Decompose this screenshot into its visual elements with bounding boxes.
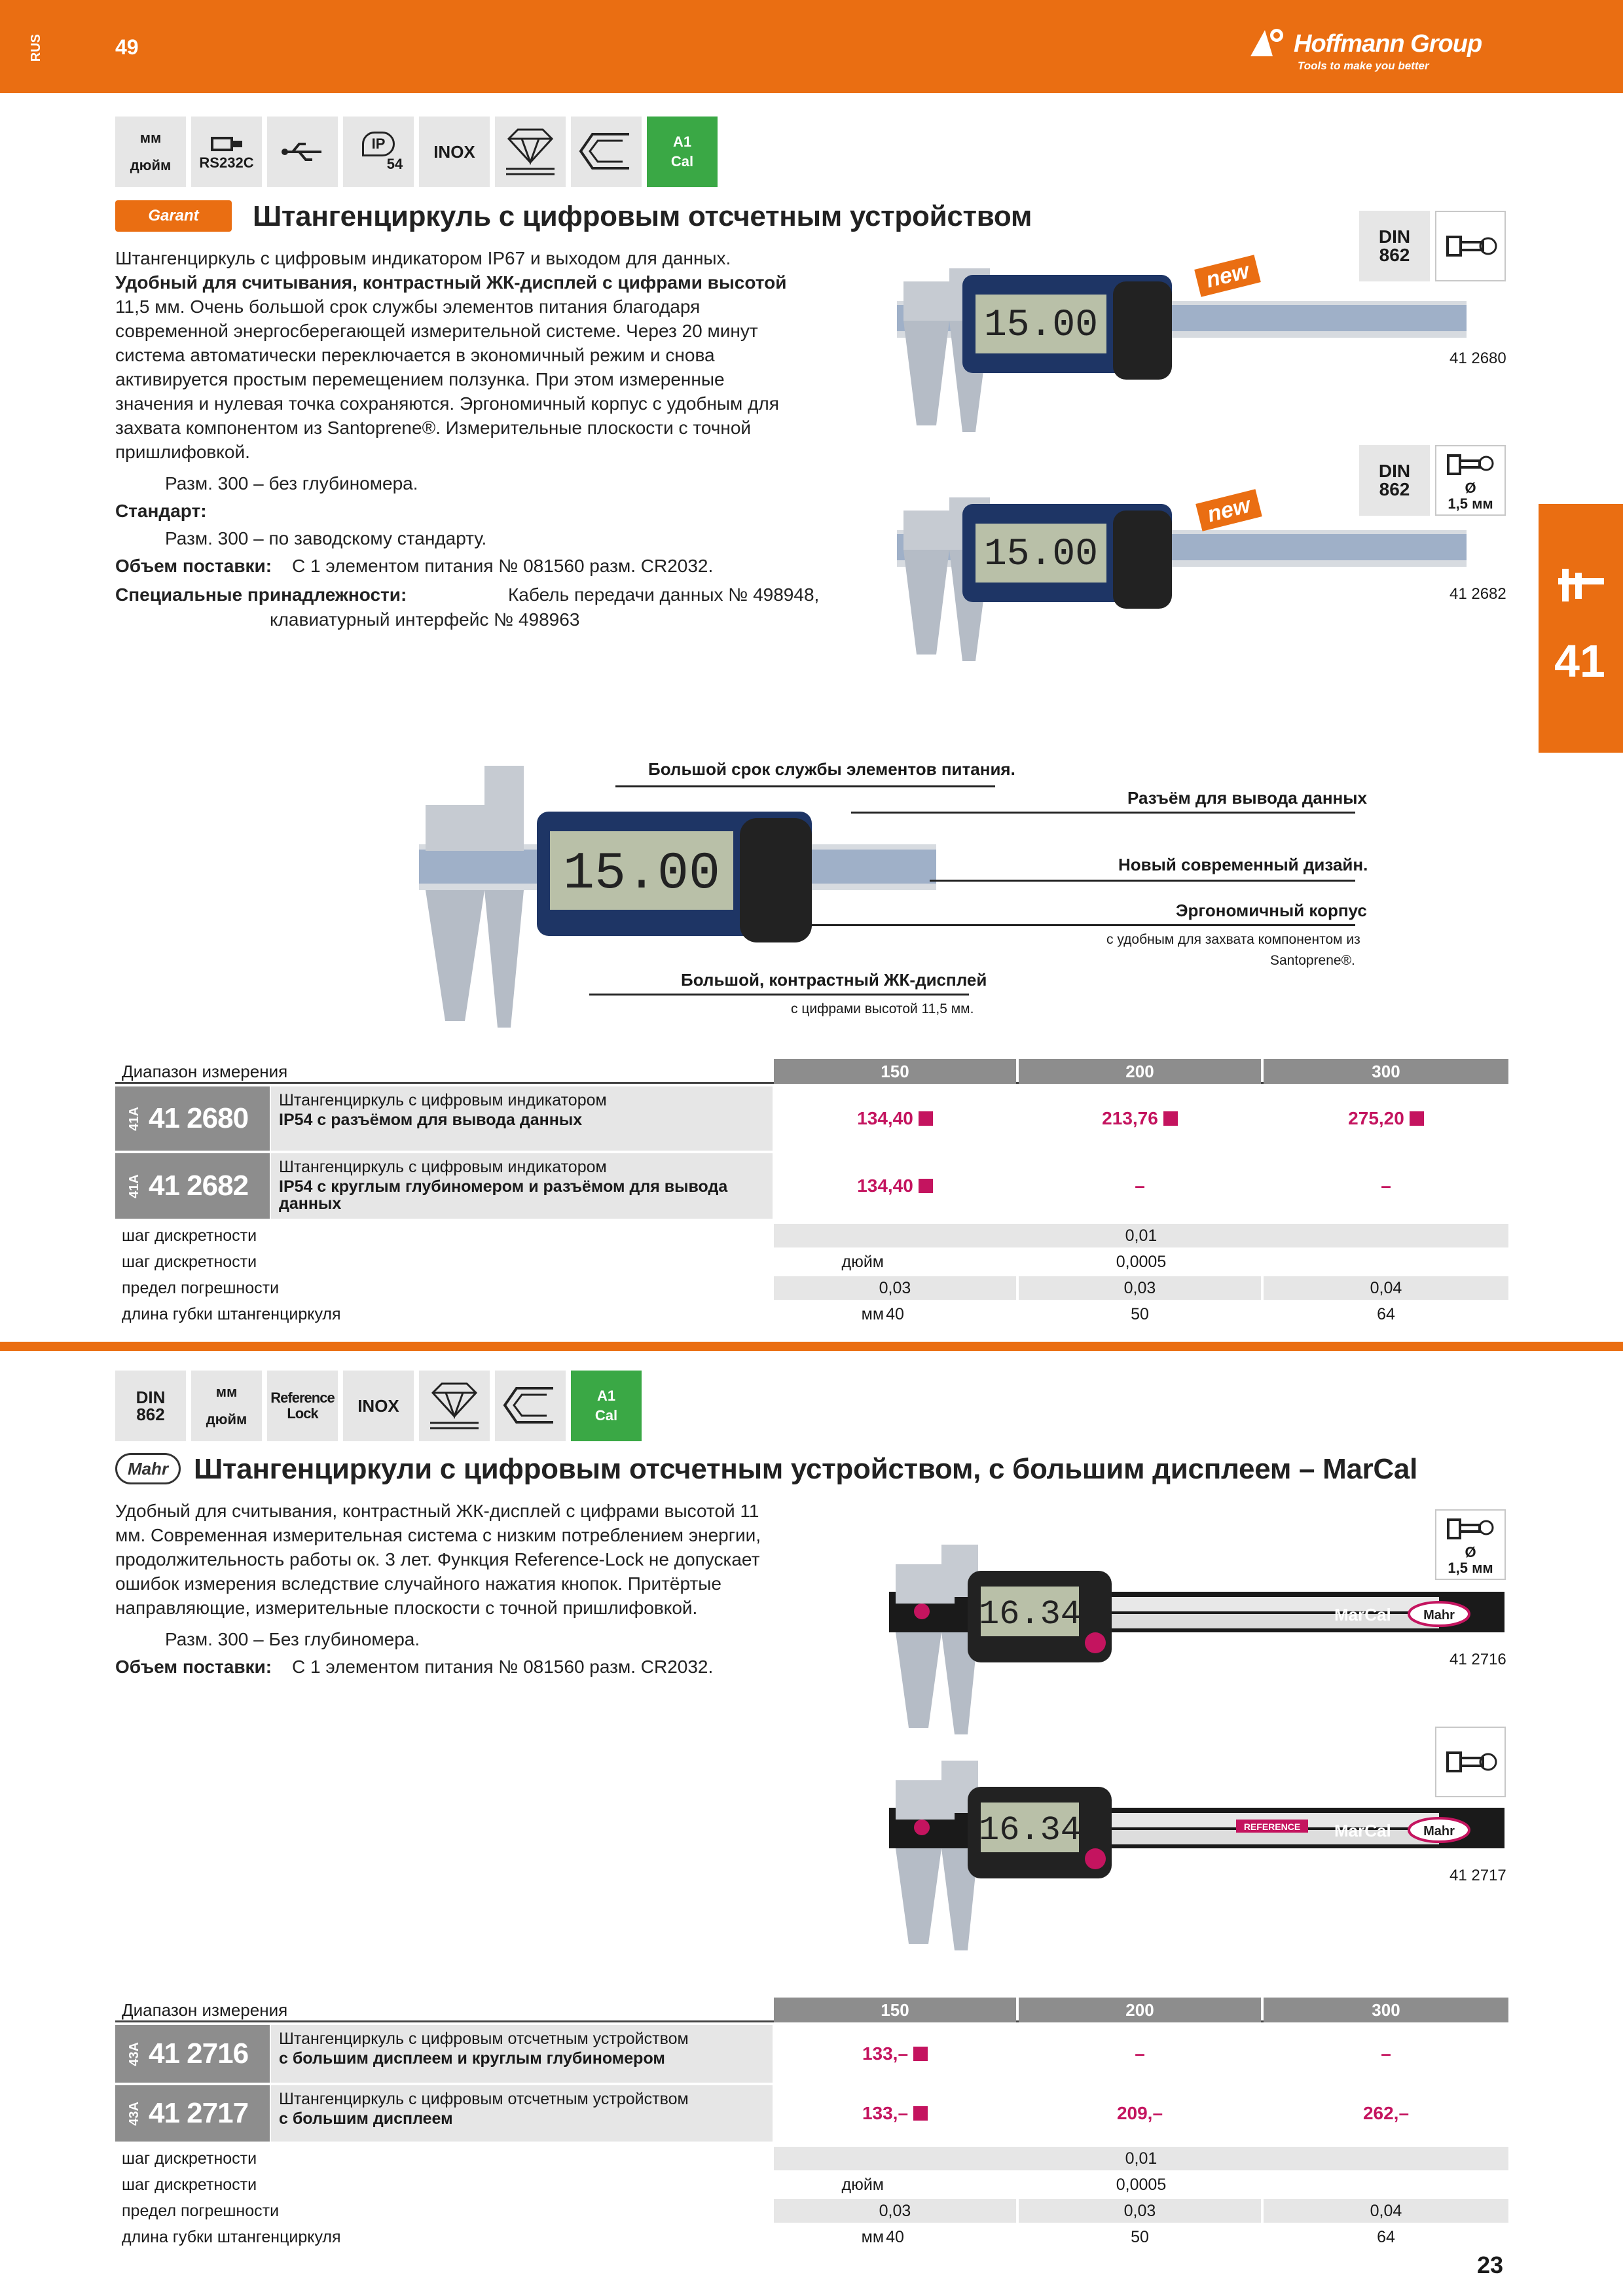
accessories-value-2: клавиатурный интерфейс № 498963 (270, 609, 580, 630)
brand-name: Hoffmann Group (1294, 30, 1482, 58)
brand-block (1248, 30, 1482, 73)
article-desc-412680: Штангенциркуль с цифровым индикатором IP54 с разъёмом для вывода данных (271, 1086, 773, 1151)
brand-tagline: Tools to make you better (1298, 60, 1429, 72)
inox-icon: INOX (419, 117, 490, 187)
lapped-faces-icon (571, 117, 642, 187)
section1-description: Штангенциркуль с цифровым индикатором IP67 и выходом для данных. Удобный для считывания, контрастный ЖК-дисплей с цифрами высотой 11,5 мм. Очень большой срок службы элементов питания благодаря современной энергосберегающей измерительной системе. Через 20 минут система автоматически переключается в экономичный режим и снова активируется простым перемещением ползунка. При этом измеренные значения и нулевая точка сохраняются. Эргономичный корпус с удобным для захвата компонентом из Santoprene®. Измерительные плоскости с точной пришлифовкой. (115, 248, 787, 462)
section1-title: Штангенциркуль с цифровым отсчетным устройством (253, 200, 1032, 232)
size-note-1: Разм. 300 – без глубиномера. (165, 473, 418, 493)
section2-delivery-value: С 1 элементом питания № 081560 разм. CR2032. (292, 1657, 714, 1677)
price-412682-200: – (1019, 1153, 1261, 1219)
article-412680: 41A 41 2680 (115, 1086, 270, 1151)
svg-text:REFERENCE: REFERENCE (1243, 1821, 1301, 1832)
spec-row: длина губки штангенциркуля мм 40 50 64 (122, 2228, 1395, 2246)
annotation-battery: Большой срок службы элементов питания. (648, 759, 1015, 779)
chapter-number: 41 (1554, 636, 1605, 687)
caliper-icon (1556, 566, 1607, 605)
diamond-icon (495, 117, 566, 187)
ref-412717: 41 2717 (1450, 1867, 1506, 1884)
annotation-display-sub: с цифрами высотой 11,5 мм. (791, 1001, 974, 1016)
caliper-feature-image (412, 759, 936, 1034)
new-badge-2: new (1195, 489, 1262, 531)
caliper-image-412717 (889, 1754, 1504, 1950)
price-412717-150: 133,– (774, 2085, 1016, 2142)
garant-logo: Garant (115, 200, 232, 232)
caliper-image-412716 (889, 1538, 1504, 1734)
mahr-logo: Mahr (115, 1453, 181, 1484)
din862-icon-2: DIN 862 (1359, 445, 1430, 516)
spec-row: предел погрешности 0,03 0,03 0,04 (115, 1275, 1508, 1301)
annotation-display: Большой, контрастный ЖК-дисплей (681, 970, 987, 990)
mm-inch-icon: мм дюйм (115, 117, 186, 187)
article-desc-412682: Штангенциркуль с цифровым индикатором IP54 с круглым глубиномером и разъёмом для вывода данных (271, 1153, 773, 1219)
section2-delivery-label: Объем поставки: (115, 1657, 272, 1677)
section2-title: Штангенциркули с цифровым отсчетным устройством, с большим дисплеем – MarCal (194, 1453, 1418, 1485)
usb-icon (267, 117, 338, 187)
section2-description: Удобный для считывания, контрастный ЖК-дисплей с цифрами высотой 11 мм. Современная измерительная система с низким потреблением энергии, продолжительность работы ок. 3 лет. Функция Reference-Lock не допускает ошибок измерения вследствие случайного нажатия кнопок. Притёртые направляющие, измерительные плоскости с точной пришлифовкой. (115, 1501, 761, 1618)
article-desc-412716: Штангенциркуль с цифровым отсчетным устройством с большим дисплеем и круглым глубиномером (271, 2025, 773, 2083)
leader-line-1 (615, 785, 995, 787)
price-412716-300: – (1264, 2025, 1508, 2083)
annotation-design: Новый современный дизайн. (1118, 855, 1368, 874)
spec-row: шаг дискретности дюйм 0,0005 (122, 1253, 1167, 1271)
lapped-faces-icon-2 (495, 1371, 566, 1441)
diamond-icon-2 (419, 1371, 490, 1441)
svg-text:16.34: 16.34 (978, 1811, 1082, 1850)
price-412680-300: 275,20 (1264, 1086, 1508, 1151)
svg-text:15.00: 15.00 (983, 304, 1099, 347)
page-number-bottom: 23 (1477, 2251, 1504, 2278)
article-412682: 41A 41 2682 (115, 1153, 270, 1219)
reference-lock-icon: Reference Lock (267, 1371, 338, 1441)
delivery-label: Объем поставки: (115, 556, 272, 576)
section-separator (0, 1342, 1623, 1351)
article-412717: 43A 41 2717 (115, 2085, 270, 2142)
annotation-ergonomic-sub1: с удобным для захвата компонентом из (1106, 932, 1360, 947)
depth-round-icon-2: Ø 1,5 мм (1435, 1509, 1506, 1580)
leader-line-3 (930, 880, 1355, 882)
annotation-ergonomic: Эргономичный корпус (1176, 901, 1367, 920)
depth-round-icon-1: Ø 1,5 мм (1435, 445, 1506, 516)
ref-412716: 41 2716 (1450, 1651, 1506, 1668)
price-412680-150: 134,40 (774, 1086, 1016, 1151)
accessories-label: Специальные принадлежности: (115, 584, 407, 605)
standard-label: Стандарт: (115, 501, 207, 521)
svg-text:Mahr: Mahr (1423, 1608, 1455, 1623)
annotation-ergonomic-sub2: Santoprene®. (1270, 953, 1355, 968)
price-412716-150: 133,– (774, 2025, 1016, 2083)
spec-row: длина губки штангенциркуля мм 40 50 64 (122, 1305, 1395, 1323)
annotation-data-port: Разъём для вывода данных (1127, 788, 1367, 808)
price-412717-300: 262,– (1264, 2085, 1508, 2142)
leader-line-5 (589, 994, 969, 996)
calibration-a1-icon: A1 Cal (647, 117, 718, 187)
article-desc-412717: Штангенциркуль с цифровым отсчетным устройством с большим дисплеем (271, 2085, 773, 2142)
ip54-icon: IP 54 (343, 117, 414, 187)
delivery-value: С 1 элементом питания № 081560 разм. CR2032. (292, 556, 714, 576)
svg-text:Mahr: Mahr (1423, 1824, 1455, 1839)
price-412717-200: 209,– (1019, 2085, 1261, 2142)
article-412716: 43A 41 2716 (115, 2025, 270, 2083)
svg-text:MarCal: MarCal (1334, 1605, 1391, 1624)
svg-text:16.34: 16.34 (978, 1595, 1082, 1634)
svg-text:MarCal: MarCal (1334, 1821, 1391, 1840)
section2-size-note: Разм. 300 – Без глубиномера. (165, 1629, 420, 1649)
new-badge-1: new (1194, 255, 1261, 296)
leader-line-4 (786, 924, 1355, 926)
spec-row: шаг дискретности дюйм 0,0005 (122, 2176, 1167, 2194)
din862-icon-3: DIN 862 (115, 1371, 186, 1441)
calibration-a1-icon-2: A1 Cal (571, 1371, 642, 1441)
inox-icon-2: INOX (343, 1371, 414, 1441)
svg-text:15.00: 15.00 (562, 844, 721, 904)
ref-412680: 41 2680 (1450, 350, 1506, 367)
din862-icon-1: DIN 862 (1359, 211, 1430, 281)
accessories-value-1: Кабель передачи данных № 498948, (508, 584, 820, 605)
table2-header: Диапазон измерения 150 200 300 (115, 1998, 1508, 2022)
table1-header: Диапазон измерения 150 200 300 (115, 1059, 1508, 1084)
depth-flat-icon-2 (1435, 1727, 1506, 1797)
spec-row: шаг дискретности 0,01 (115, 2145, 1508, 2172)
price-412682-150: 134,40 (774, 1153, 1016, 1219)
price-412716-200: – (1019, 2025, 1261, 2083)
svg-text:15.00: 15.00 (983, 533, 1099, 576)
language-code: RUS (29, 34, 43, 62)
rs232-icon: RS232C (191, 117, 262, 187)
mm-inch-icon-2: мм дюйм (191, 1371, 262, 1441)
price-412680-200: 213,76 (1019, 1086, 1261, 1151)
price-412682-300: – (1264, 1153, 1508, 1219)
chapter-tab (1539, 504, 1623, 753)
leader-line-2 (851, 812, 1355, 814)
spec-row: предел погрешности 0,03 0,03 0,04 (115, 2198, 1508, 2224)
size-note-2: Разм. 300 – по заводскому стандарту. (165, 528, 487, 548)
page-number-top: 49 (115, 35, 139, 59)
spec-row: шаг дискретности 0,01 (115, 1223, 1508, 1249)
ref-412682: 41 2682 (1450, 585, 1506, 603)
depth-flat-icon-1 (1435, 211, 1506, 281)
